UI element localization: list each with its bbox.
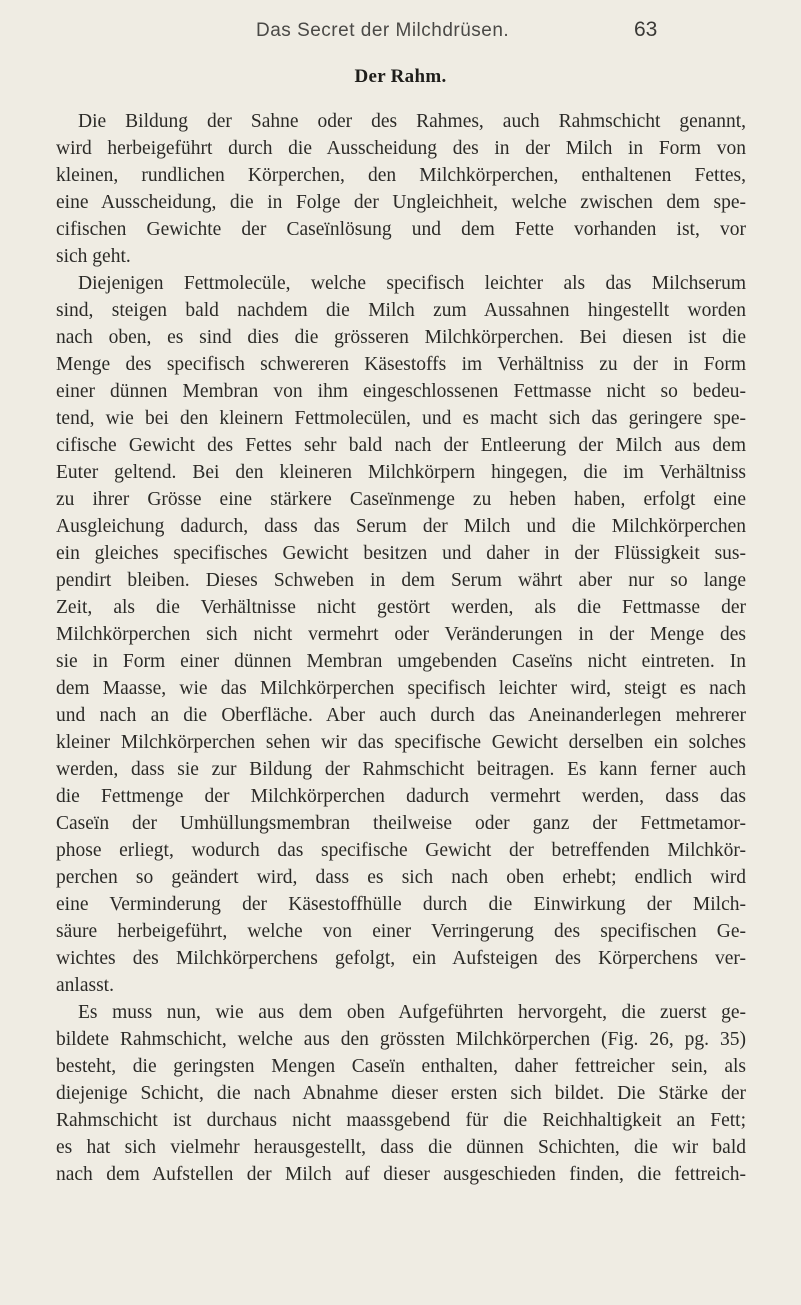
- text-line: sich geht.: [56, 246, 131, 267]
- text-line: pendirt bleiben. Dieses Schweben in dem Serum währt aber nur so lange: [56, 570, 746, 591]
- text-line: werden, dass sie zur Bildung der Rahmschicht beitragen. Es kann ferner auch: [56, 759, 746, 780]
- text-line: Diejenigen Fettmolecüle, welche specifisch leichter als das Milchserum: [78, 273, 746, 294]
- text-line: sie in Form einer dünnen Membran umgebenden Caseïns nicht eintreten. In: [56, 651, 746, 672]
- text-line: perchen so geändert wird, dass es sich nach oben erhebt; endlich wird: [56, 867, 746, 888]
- text-line: sind, steigen bald nachdem die Milch zum Aussahnen hingestellt worden: [56, 300, 746, 321]
- text-line: Zeit, als die Verhältnisse nicht gestört werden, als die Fettmasse der: [56, 597, 746, 618]
- text-line: einer dünnen Membran von ihm eingeschlossenen Fettmasse nicht so bedeu-: [56, 381, 746, 402]
- text-line: cifischen Gewichte der Caseïnlösung und dem Fette vorhanden ist, vor: [56, 219, 746, 240]
- text-line: eine Ausscheidung, die in Folge der Ungleichheit, welche zwischen dem spe-: [56, 192, 746, 213]
- paragraph: [56, 270, 746, 999]
- text-line: ein gleiches specifisches Gewicht besitzen und daher in der Flüssigkeit sus-: [56, 543, 746, 564]
- paragraph: [56, 108, 746, 270]
- text-line: zu ihrer Grösse eine stärkere Caseïnmenge zu heben haben, erfolgt eine: [56, 489, 746, 510]
- text-line: Rahmschicht ist durchaus nicht maassgebend für die Reichhaltigkeit an Fett;: [56, 1110, 746, 1131]
- text-line: tend, wie bei den kleinern Fettmolecülen, und es macht sich das geringere spe-: [56, 408, 746, 429]
- text-line: wichtes des Milchkörperchens gefolgt, ein Aufsteigen des Körperchens ver-: [56, 948, 746, 969]
- text-line: Caseïn der Umhüllungsmembran theilweise oder ganz der Fettmetamor-: [56, 813, 746, 834]
- text-line: phose erliegt, wodurch das specifische Gewicht der betreffenden Milchkör-: [56, 840, 746, 861]
- text-line: säure herbeigeführt, welche von einer Verringerung des specifischen Ge-: [56, 921, 746, 942]
- text-line: eine Verminderung der Käsestoffhülle durch die Einwirkung der Milch-: [56, 894, 746, 915]
- text-line: nach dem Aufstellen der Milch auf dieser ausgeschieden finden, die fettreich-: [56, 1164, 746, 1185]
- text-line: besteht, die geringsten Mengen Caseïn enthalten, daher fettreicher sein, als: [56, 1056, 746, 1077]
- section-title: Der Rahm.: [354, 66, 447, 87]
- text-line: cifische Gewicht des Fettes sehr bald nach der Entleerung der Milch aus dem: [56, 435, 746, 456]
- text-line: wird herbeigeführt durch die Ausscheidung des in der Milch in Form von: [56, 138, 746, 159]
- text-line: die Fettmenge der Milchkörperchen dadurch vermehrt werden, dass das: [56, 786, 746, 807]
- text-line: bildete Rahmschicht, welche aus den grössten Milchkörperchen (Fig. 26, pg. 35): [56, 1029, 746, 1050]
- text-line: Menge des specifisch schwereren Käsestoffs im Verhältniss zu der in Form: [56, 354, 746, 375]
- body-text: [56, 108, 746, 1188]
- text-line: nach oben, es sind dies die grösseren Milchkörperchen. Bei diesen ist die: [56, 327, 746, 348]
- page-number: 63: [634, 18, 658, 41]
- text-line: Ausgleichung dadurch, dass das Serum der Milch und die Milchkörperchen: [56, 516, 746, 537]
- page-header: [0, 18, 801, 48]
- text-line: dem Maasse, wie das Milchkörperchen specifisch leichter wird, steigt es nach: [56, 678, 746, 699]
- text-line: Es muss nun, wie aus dem oben Aufgeführten hervorgeht, die zuerst ge-: [78, 1002, 746, 1023]
- text-line: kleiner Milchkörperchen sehen wir das specifische Gewicht derselben ein solches: [56, 732, 746, 753]
- text-line: diejenige Schicht, die nach Abnahme dieser ersten sich bildet. Die Stärke der: [56, 1083, 746, 1104]
- text-line: Milchkörperchen sich nicht vermehrt oder Veränderungen in der Menge des: [56, 624, 746, 645]
- text-line: es hat sich vielmehr herausgestellt, dass die dünnen Schichten, die wir bald: [56, 1137, 746, 1158]
- text-line: anlasst.: [56, 975, 114, 996]
- text-line: Die Bildung der Sahne oder des Rahmes, auch Rahmschicht genannt,: [78, 111, 746, 132]
- text-line: Euter geltend. Bei den kleineren Milchkörpern hingegen, die im Verhältniss: [56, 462, 746, 483]
- running-head: Das Secret der Milchdrüsen.: [256, 20, 510, 41]
- text-line: und nach an die Oberfläche. Aber auch durch das Aneinanderlegen mehrerer: [56, 705, 746, 726]
- text-line: kleinen, rundlichen Körperchen, den Milchkörperchen, enthaltenen Fettes,: [56, 165, 746, 186]
- paragraph: [56, 999, 746, 1188]
